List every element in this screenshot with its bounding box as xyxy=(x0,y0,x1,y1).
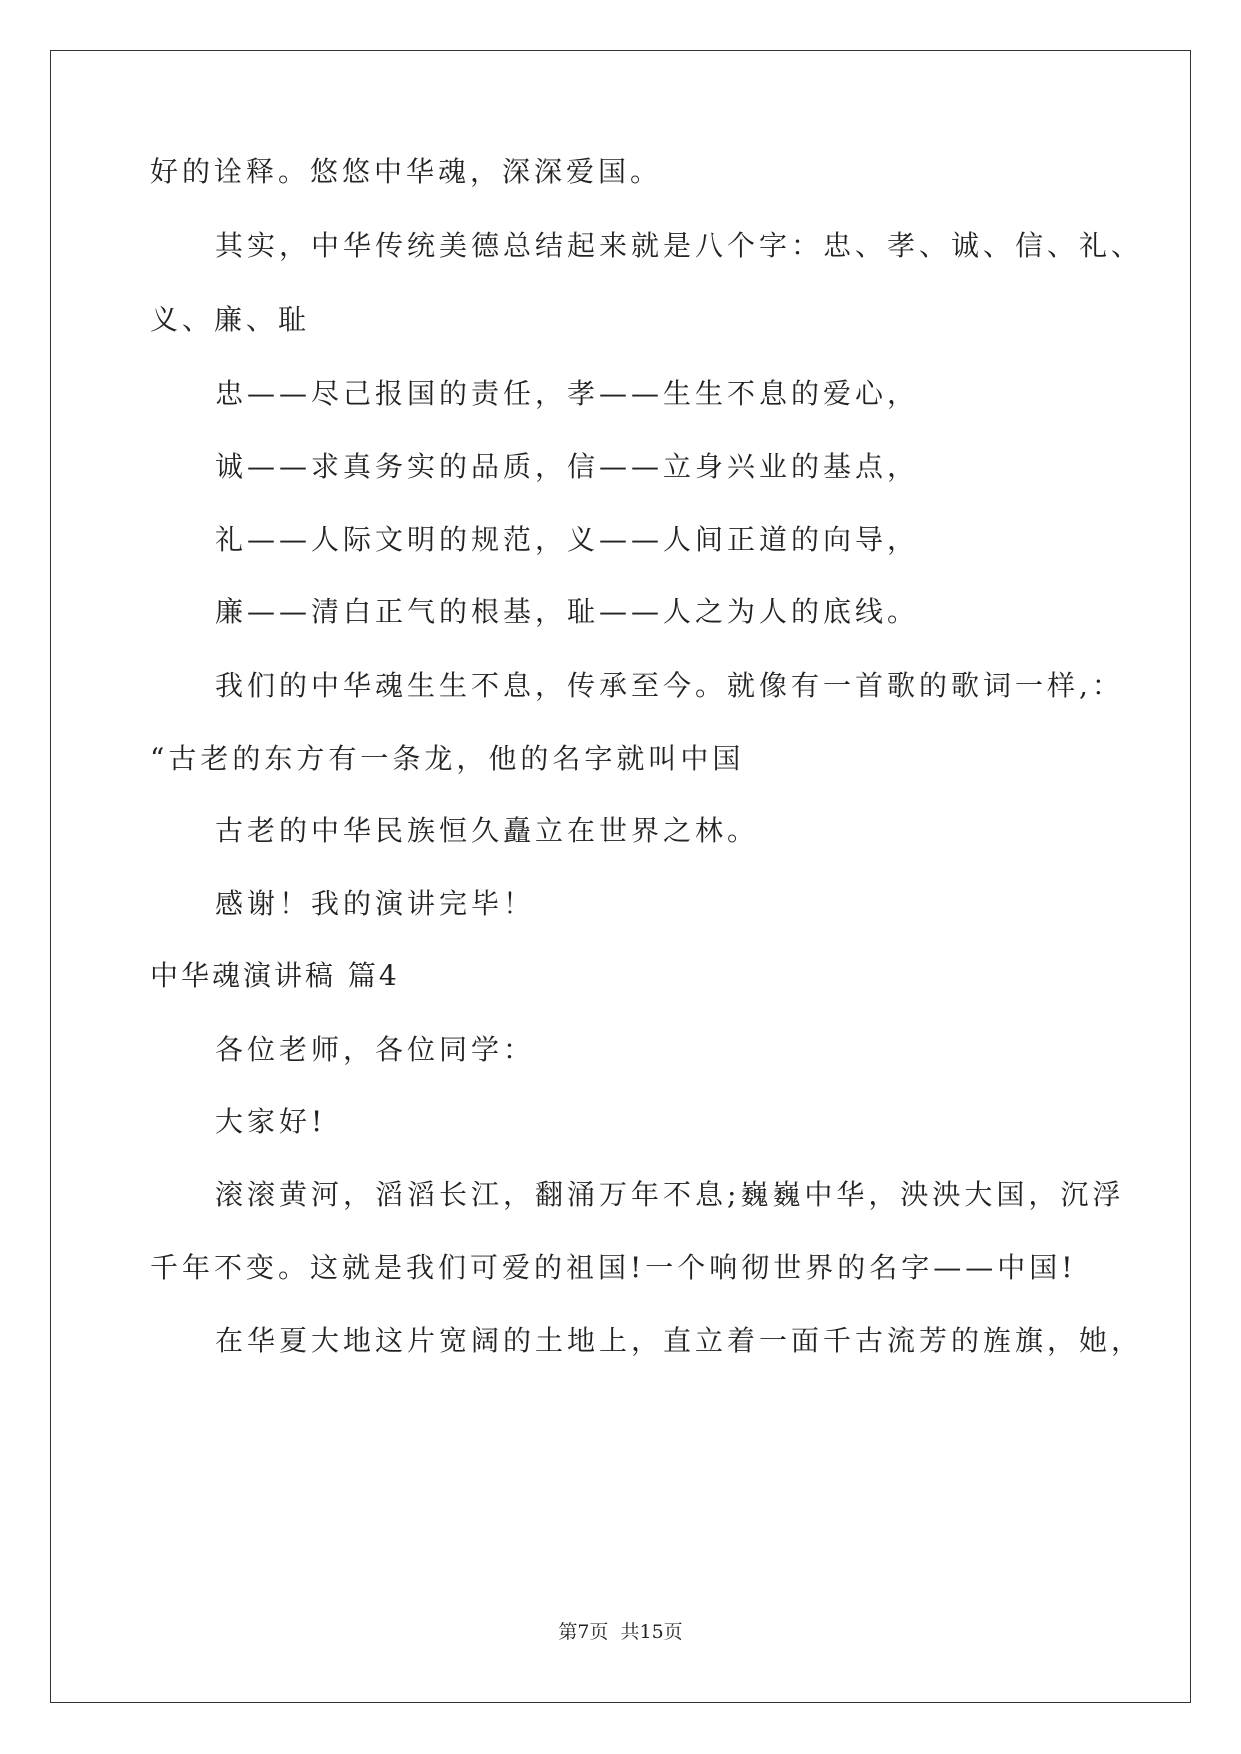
paragraph-line: 滚滚黄河，滔滔长江，翻涌万年不息;巍巍中华，泱泱大国，沉浮 xyxy=(215,1178,1125,1211)
paragraph-line: 忠——尽己报国的责任，孝——生生不息的爱心， xyxy=(215,377,920,410)
page-number-label: 第7页 共15页 xyxy=(558,1621,683,1643)
paragraph-line: 义、廉、耻 xyxy=(150,303,311,336)
paragraph-line: 其实，中华传统美德总结起来就是八个字：忠、孝、诚、信、礼、 xyxy=(215,229,1144,262)
paragraph-line: 好的诠释。悠悠中华魂，深深爱国。 xyxy=(150,155,663,188)
paragraph-line: 诚——求真务实的品质，信——立身兴业的基点， xyxy=(215,450,920,483)
paragraph-line: 廉——清白正气的根基，耻——人之为人的底线。 xyxy=(215,595,920,628)
paragraph-line: 在华夏大地这片宽阔的土地上，直立着一面千古流芳的旌旗，她， xyxy=(215,1324,1144,1357)
page-number-footer xyxy=(0,1620,1241,1644)
paragraph-line: 各位老师，各位同学： xyxy=(215,1033,536,1066)
paragraph-line: 大家好! xyxy=(215,1105,327,1138)
paragraph-line: 千年不变。这就是我们可爱的祖国!一个响彻世界的名字——中国! xyxy=(150,1251,1077,1284)
paragraph-line: 礼——人际文明的规范，义——人间正道的向导， xyxy=(215,523,920,556)
paragraph-line: 我们的中华魂生生不息，传承至今。就像有一首歌的歌词一样,： xyxy=(215,669,1124,702)
paragraph-line: 古老的中华民族恒久矗立在世界之林。 xyxy=(215,814,760,847)
paragraph-line: 感谢！我的演讲完毕！ xyxy=(215,887,536,920)
paragraph-line: “古老的东方有一条龙，他的名字就叫中国 xyxy=(150,742,745,775)
page-border xyxy=(50,50,1191,1703)
section-heading: 中华魂演讲稿 篇4 xyxy=(150,959,400,992)
